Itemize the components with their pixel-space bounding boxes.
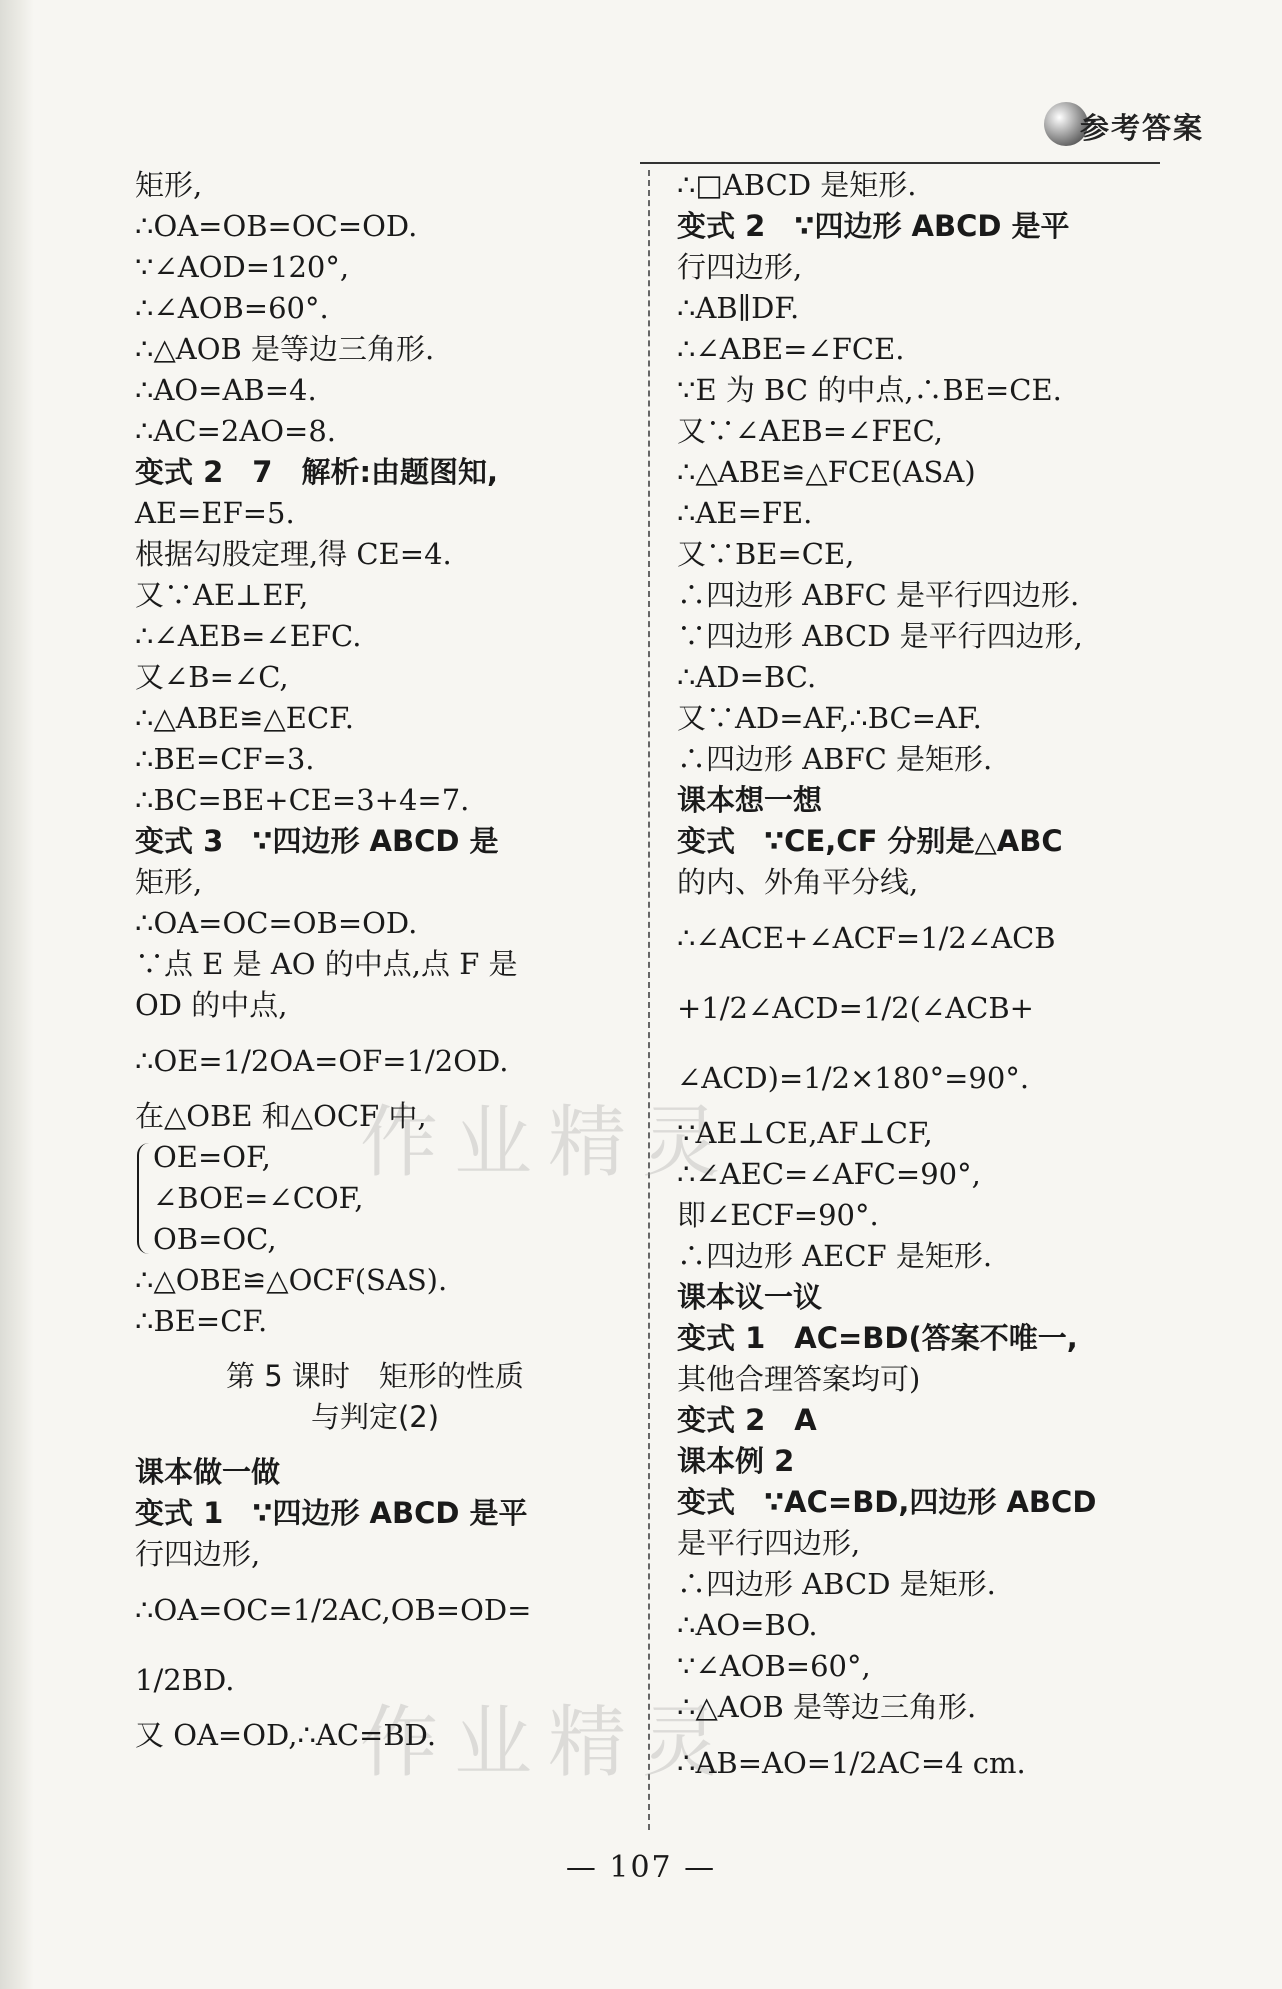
text-line: OD 的中点, [135,988,288,1022]
text-line: ∴AD=BC. [677,660,817,694]
text-line: ∴∠ABE=∠FCE. [677,332,905,366]
text-line: 又∠B=∠C, [135,660,289,694]
text-line: 变式 2 A [677,1403,817,1437]
text-line: ∵点 E 是 AO 的中点,点 F 是 [135,947,518,981]
text-line: 矩形, [135,168,203,202]
text-line: ∴BE=CF=3. [135,742,315,776]
text-line: ∵四边形 ABCD 是平行四边形, [677,619,1083,653]
text-line: ∴AE=FE. [677,496,813,530]
text-line: ∴BE=CF. [135,1304,268,1338]
text-line: 是平行四边形, [677,1526,861,1560]
section-title: 与判定(2) [310,1400,440,1434]
subsection-heading: 课本议一议 [677,1280,823,1314]
page-number: — 107 — [565,1850,717,1885]
text-line: ∴四边形 AECF 是矩形. [677,1239,993,1273]
text-line: ∴OE=1/2OA=OF=1/2OD. [135,1044,509,1078]
text-line: 行四边形, [677,250,803,284]
text-line: ∴□ABCD 是矩形. [677,168,917,202]
text-line: ∵E 为 BC 的中点,∴BE=CE. [677,373,1062,407]
page-edge [0,0,34,1989]
text-line: ∠BOE=∠COF, [153,1181,364,1215]
text-line: 变式 2 7 解析:由题图知, [135,455,499,489]
text-line: 行四边形, [135,1537,261,1571]
text-line: ∴∠AEB=∠EFC. [135,619,362,653]
header-label: 参考答案 [1080,111,1205,145]
watermark: 作业精灵 [360,1698,737,1788]
text-line: 即∠ECF=90°. [677,1198,879,1232]
text-line: 变式 2 ∵四边形 ABCD 是平 [677,209,1070,243]
text-line: ∵∠AOB=60°, [677,1649,871,1683]
text-line: AE=EF=5. [135,496,295,530]
text-line: ∴△AOB 是等边三角形. [135,332,435,366]
text-line: 在△OBE 和△OCF 中, [135,1099,427,1133]
text-line: ∴BC=BE+CE=3+4=7. [135,783,470,817]
text-line: 其他合理答案均可) [677,1362,921,1396]
text-line: 又∵BE=CE, [677,537,855,571]
text-line: ∴OA=OB=OC=OD. [135,209,418,243]
text-line: 变式 3 ∵四边形 ABCD 是 [135,824,499,858]
text-line: 变式 ∵CE,CF 分别是△ABC [677,824,1063,858]
text-line: ∴OA=OC=1/2AC,OB=OD= [135,1593,532,1627]
right-column [677,165,1157,1798]
text-line: 又∵AD=AF,∴BC=AF. [677,701,982,735]
section-title: 第 5 课时 矩形的性质 [226,1359,524,1393]
text-line: ∴OA=OC=OB=OD. [135,906,418,940]
text-line: ∵AE⊥CE,AF⊥CF, [677,1116,933,1150]
text-line: 1/2BD. [135,1663,235,1697]
header-rule [640,162,1160,164]
text-line: ∠ACD)=1/2×180°=90°. [677,1061,1030,1095]
text-line: 的内、外角平分线, [677,865,919,899]
equation-system [135,1137,615,1260]
text-line: 变式 1 ∵四边形 ABCD 是平 [135,1496,528,1530]
text-line: ∴∠AEC=∠AFC=90°, [677,1157,981,1191]
text-line: ∴AC=2AO=8. [135,414,337,448]
text-line: ∴∠AOB=60°. [135,291,329,325]
left-column [135,165,615,1756]
text-line: ∴四边形 ABFC 是平行四边形. [677,578,1080,612]
text-line: 矩形, [135,865,203,899]
subsection-heading: 课本例 2 [677,1444,795,1478]
text-line: 根据勾股定理,得 CE=4. [135,537,452,571]
text-line: ∴AB=AO=1/2AC=4 cm. [677,1746,1026,1780]
text-line: ∵∠AOD=120°, [135,250,350,284]
text-line: 又 OA=OD,∴AC=BD. [135,1718,437,1752]
subsection-heading: 课本做一做 [135,1455,281,1489]
text-line: 变式 ∵AC=BD,四边形 ABCD [677,1485,1097,1519]
subsection-heading: 课本想一想 [677,783,823,817]
text-line: ∴四边形 ABFC 是矩形. [677,742,993,776]
text-line: ∴△OBE≌△OCF(SAS). [135,1263,448,1297]
text-line: ∴△ABE≌△ECF. [135,701,354,735]
column-divider [648,170,650,1830]
text-line: ∴四边形 ABCD 是矩形. [677,1567,996,1601]
text-line: ∴△ABE≌△FCE(ASA) [677,455,976,489]
text-line: ∴△AOB 是等边三角形. [677,1690,977,1724]
text-line: ∴AB∥DF. [677,291,800,325]
page-header [1080,96,1260,156]
text-line: 又∵∠AEB=∠FEC, [677,414,943,448]
text-line: OE=OF, [153,1140,271,1174]
text-line: ∴AO=BO. [677,1608,818,1642]
text-line: 变式 1 AC=BD(答案不唯一, [677,1321,1078,1355]
text-line: ∴∠ACE+∠ACF=1/2∠ACB [677,921,1056,955]
text-line: OB=OC, [153,1222,277,1256]
text-line: 又∵AE⊥EF, [135,578,309,612]
text-line: ∴AO=AB=4. [135,373,317,407]
text-line: +1/2∠ACD=1/2(∠ACB+ [677,991,1034,1025]
watermark: 作业精灵 [360,1098,737,1188]
